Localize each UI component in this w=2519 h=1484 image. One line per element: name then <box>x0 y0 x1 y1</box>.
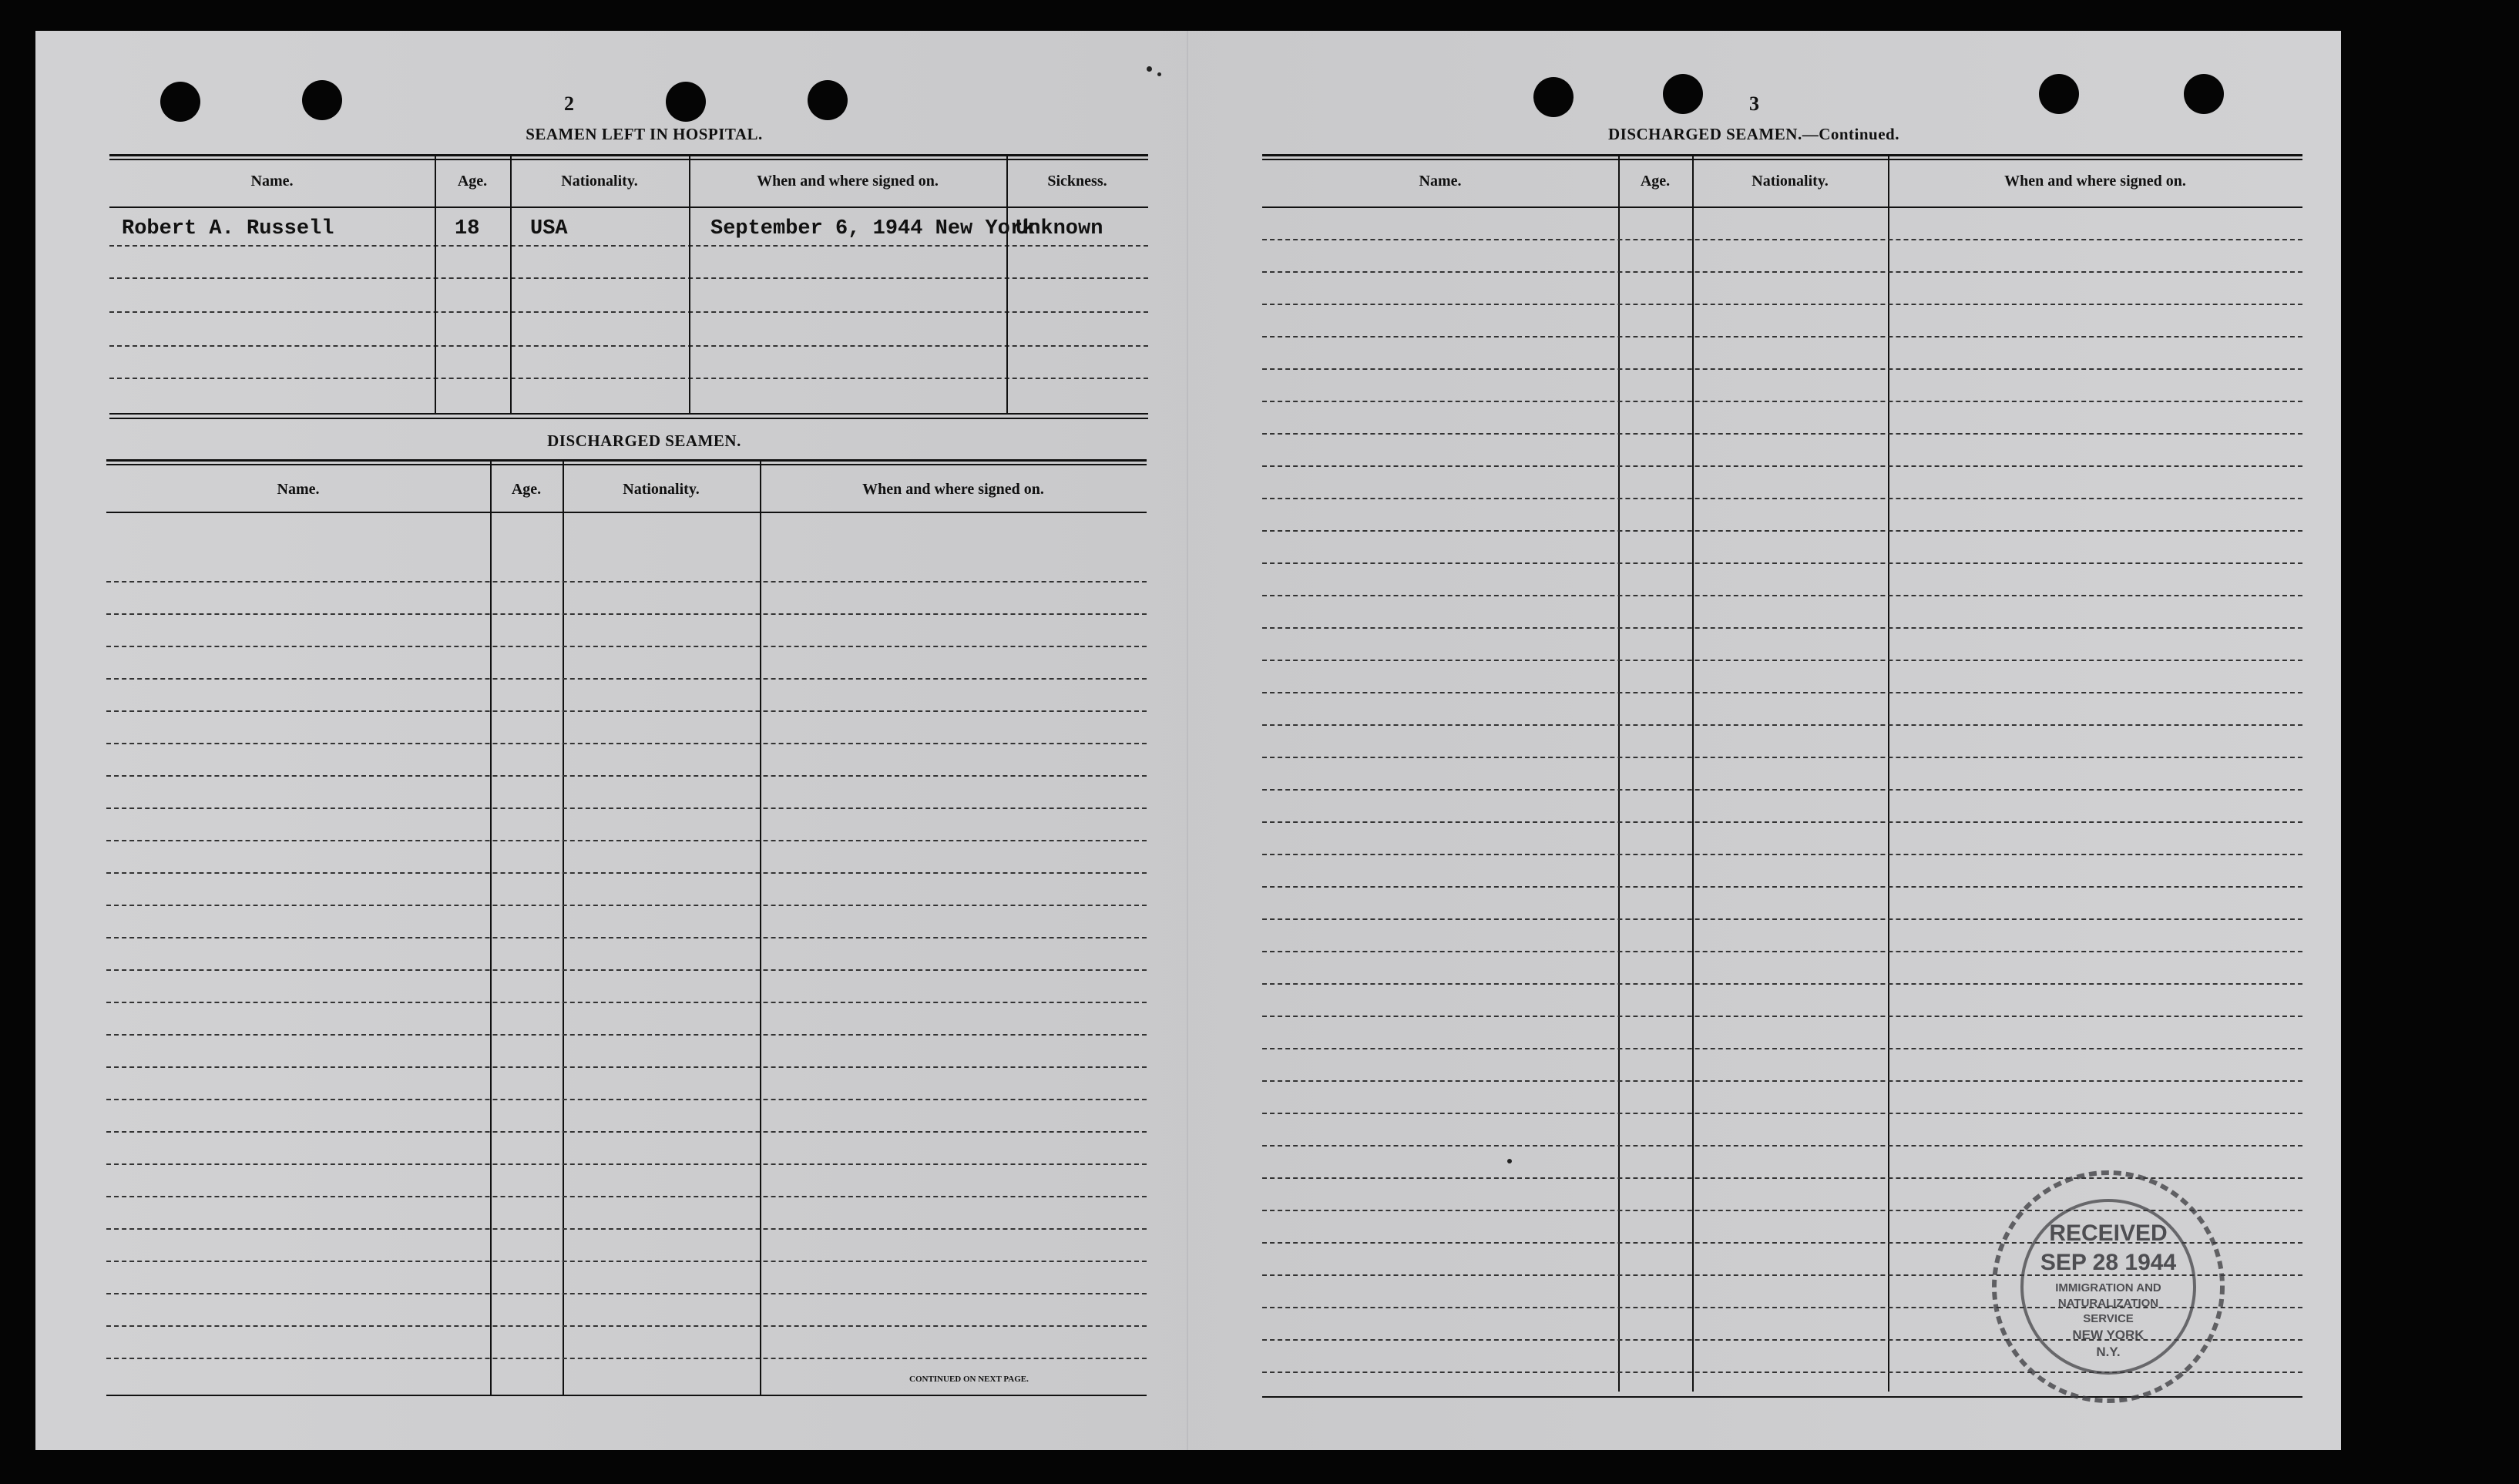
table-rule <box>109 154 1148 156</box>
table-row-line <box>106 743 1147 744</box>
table-row-line <box>106 872 1147 874</box>
stamp-line: IMMIGRATION AND <box>2055 1281 2161 1294</box>
hospital-table <box>109 154 1148 422</box>
column-header-signed-on: When and where signed on. <box>757 173 939 190</box>
punch-hole <box>1533 77 1574 117</box>
dust-speck <box>1147 66 1152 72</box>
table-row-line <box>106 1002 1147 1003</box>
entry-name: Robert A. Russell <box>122 217 334 240</box>
table-row-line <box>1262 498 2302 499</box>
table-row-line <box>1262 433 2302 435</box>
punch-hole <box>2184 74 2224 114</box>
table-row-line <box>1262 951 2302 952</box>
table-row-line <box>106 937 1147 938</box>
table-row-line <box>1262 627 2302 629</box>
table-row-line <box>106 581 1147 583</box>
table-row-line <box>106 1034 1147 1036</box>
entry-nationality: USA <box>530 217 568 240</box>
table-row-line <box>106 1066 1147 1068</box>
table-row-line <box>106 1358 1147 1359</box>
column-header-name: Name. <box>250 173 294 190</box>
table-row-line <box>109 378 1148 379</box>
table-row-line <box>1262 854 2302 855</box>
table-row-line <box>1262 1145 2302 1147</box>
punch-hole <box>808 80 848 120</box>
table-rule <box>106 464 1147 465</box>
table-row-line <box>106 1228 1147 1230</box>
table-row-line <box>1262 465 2302 467</box>
table-row-line <box>106 646 1147 647</box>
table-row-line <box>109 245 1148 247</box>
column-header-name: Name. <box>277 481 320 498</box>
table-row-line <box>1262 595 2302 596</box>
table-column-divider <box>689 154 690 413</box>
page-number: 3 <box>1749 92 1759 115</box>
stamp-line: NEW YORK <box>2072 1328 2145 1342</box>
table-row-line <box>1262 271 2302 273</box>
dust-speck <box>1157 72 1161 76</box>
table-row-line <box>1262 336 2302 337</box>
column-header-age: Age. <box>457 173 488 190</box>
page-number: 2 <box>564 92 574 115</box>
table-row-line <box>1262 1113 2302 1114</box>
table-row-line <box>1262 368 2302 370</box>
stamp-line: NATURALIZATION <box>2057 1297 2159 1310</box>
table-row-line <box>106 840 1147 841</box>
table-rule <box>106 512 1147 513</box>
table-rule <box>109 413 1148 415</box>
column-header-signed-on: When and where signed on. <box>862 481 1044 498</box>
column-header-signed-on: When and where signed on. <box>2004 173 2186 190</box>
table-row-line <box>1262 821 2302 823</box>
table-rule <box>106 459 1147 462</box>
table-rule <box>106 1395 1147 1396</box>
table-row-line <box>106 1261 1147 1262</box>
table-row-line <box>109 345 1148 347</box>
table-row-line <box>1262 239 2302 240</box>
column-header-age: Age. <box>511 481 542 498</box>
punch-hole <box>1663 74 1703 114</box>
section-title-discharged-continued: DISCHARGED SEAMEN.—Continued. <box>1608 125 1899 143</box>
table-row-line <box>1262 692 2302 693</box>
table-column-divider <box>1618 154 1620 1392</box>
stamp-line: N.Y. <box>2096 1345 2121 1359</box>
punch-hole <box>2039 74 2079 114</box>
table-rule <box>109 206 1148 208</box>
section-title-discharged: DISCHARGED SEAMEN. <box>547 431 741 450</box>
entry-signed-on: September 6, 1944 New York <box>710 217 1036 240</box>
table-row-line <box>106 807 1147 809</box>
column-header-age: Age. <box>1640 173 1671 190</box>
table-row-line <box>109 311 1148 313</box>
table-column-divider <box>1006 154 1008 413</box>
table-rule <box>109 418 1148 419</box>
table-rule <box>1262 159 2302 160</box>
table-row-line <box>106 969 1147 971</box>
stamp-line: SEP 28 1944 <box>2040 1250 2177 1275</box>
punch-hole <box>302 80 342 120</box>
table-rule <box>1262 206 2302 208</box>
punch-hole <box>160 82 200 122</box>
table-column-divider <box>435 154 436 413</box>
document-sheet <box>35 31 2341 1450</box>
table-row-line <box>1262 983 2302 985</box>
table-rule <box>109 159 1148 160</box>
table-row-line <box>106 1163 1147 1165</box>
table-row-line <box>1262 530 2302 532</box>
table-column-divider <box>1692 154 1694 1392</box>
punch-hole <box>666 82 706 122</box>
table-row-line <box>1262 562 2302 564</box>
column-header-nationality: Nationality. <box>623 481 700 498</box>
table-row-line <box>106 710 1147 712</box>
table-row-line <box>106 905 1147 906</box>
section-title-hospital: SEAMEN LEFT IN HOSPITAL. <box>526 125 763 143</box>
entry-age: 18 <box>455 217 480 240</box>
table-column-divider <box>490 459 492 1395</box>
table-row-line <box>1262 1016 2302 1017</box>
column-header-nationality: Nationality. <box>561 173 638 190</box>
table-column-divider <box>563 459 564 1395</box>
table-row-line <box>1262 304 2302 305</box>
stamp-line: SERVICE <box>2083 1312 2134 1325</box>
table-row-line <box>1262 660 2302 661</box>
table-rule <box>1262 154 2302 156</box>
column-header-nationality: Nationality. <box>1752 173 1829 190</box>
column-header-sickness: Sickness. <box>1047 173 1107 190</box>
received-stamp <box>1985 1163 2232 1414</box>
table-row-line <box>106 775 1147 777</box>
table-row-line <box>106 678 1147 680</box>
stamp-seal-icon <box>1985 1163 2232 1410</box>
table-row-line <box>106 1293 1147 1294</box>
table-column-divider <box>1888 154 1889 1392</box>
stamp-line: RECEIVED <box>2049 1220 2168 1246</box>
table-row-line <box>106 1325 1147 1327</box>
table-row-line <box>106 1196 1147 1197</box>
table-row-line <box>109 277 1148 279</box>
table-row-line <box>106 613 1147 615</box>
page-fold <box>1187 31 1188 1450</box>
table-row-line <box>1262 401 2302 402</box>
table-column-divider <box>760 459 761 1395</box>
table-column-divider <box>510 154 512 413</box>
table-row-line <box>1262 918 2302 920</box>
discharged-table <box>106 459 1147 1407</box>
table-row-line <box>1262 757 2302 758</box>
table-row-line <box>1262 1048 2302 1049</box>
column-header-name: Name. <box>1419 173 1462 190</box>
table-row-line <box>106 1099 1147 1100</box>
table-row-line <box>1262 724 2302 726</box>
table-row-line <box>106 1131 1147 1133</box>
table-row-line <box>1262 789 2302 791</box>
table-row-line <box>1262 1080 2302 1082</box>
table-row-line <box>1262 886 2302 888</box>
continued-note: CONTINUED ON NEXT PAGE. <box>909 1375 1029 1384</box>
entry-sickness: Unknown <box>1016 217 1103 240</box>
